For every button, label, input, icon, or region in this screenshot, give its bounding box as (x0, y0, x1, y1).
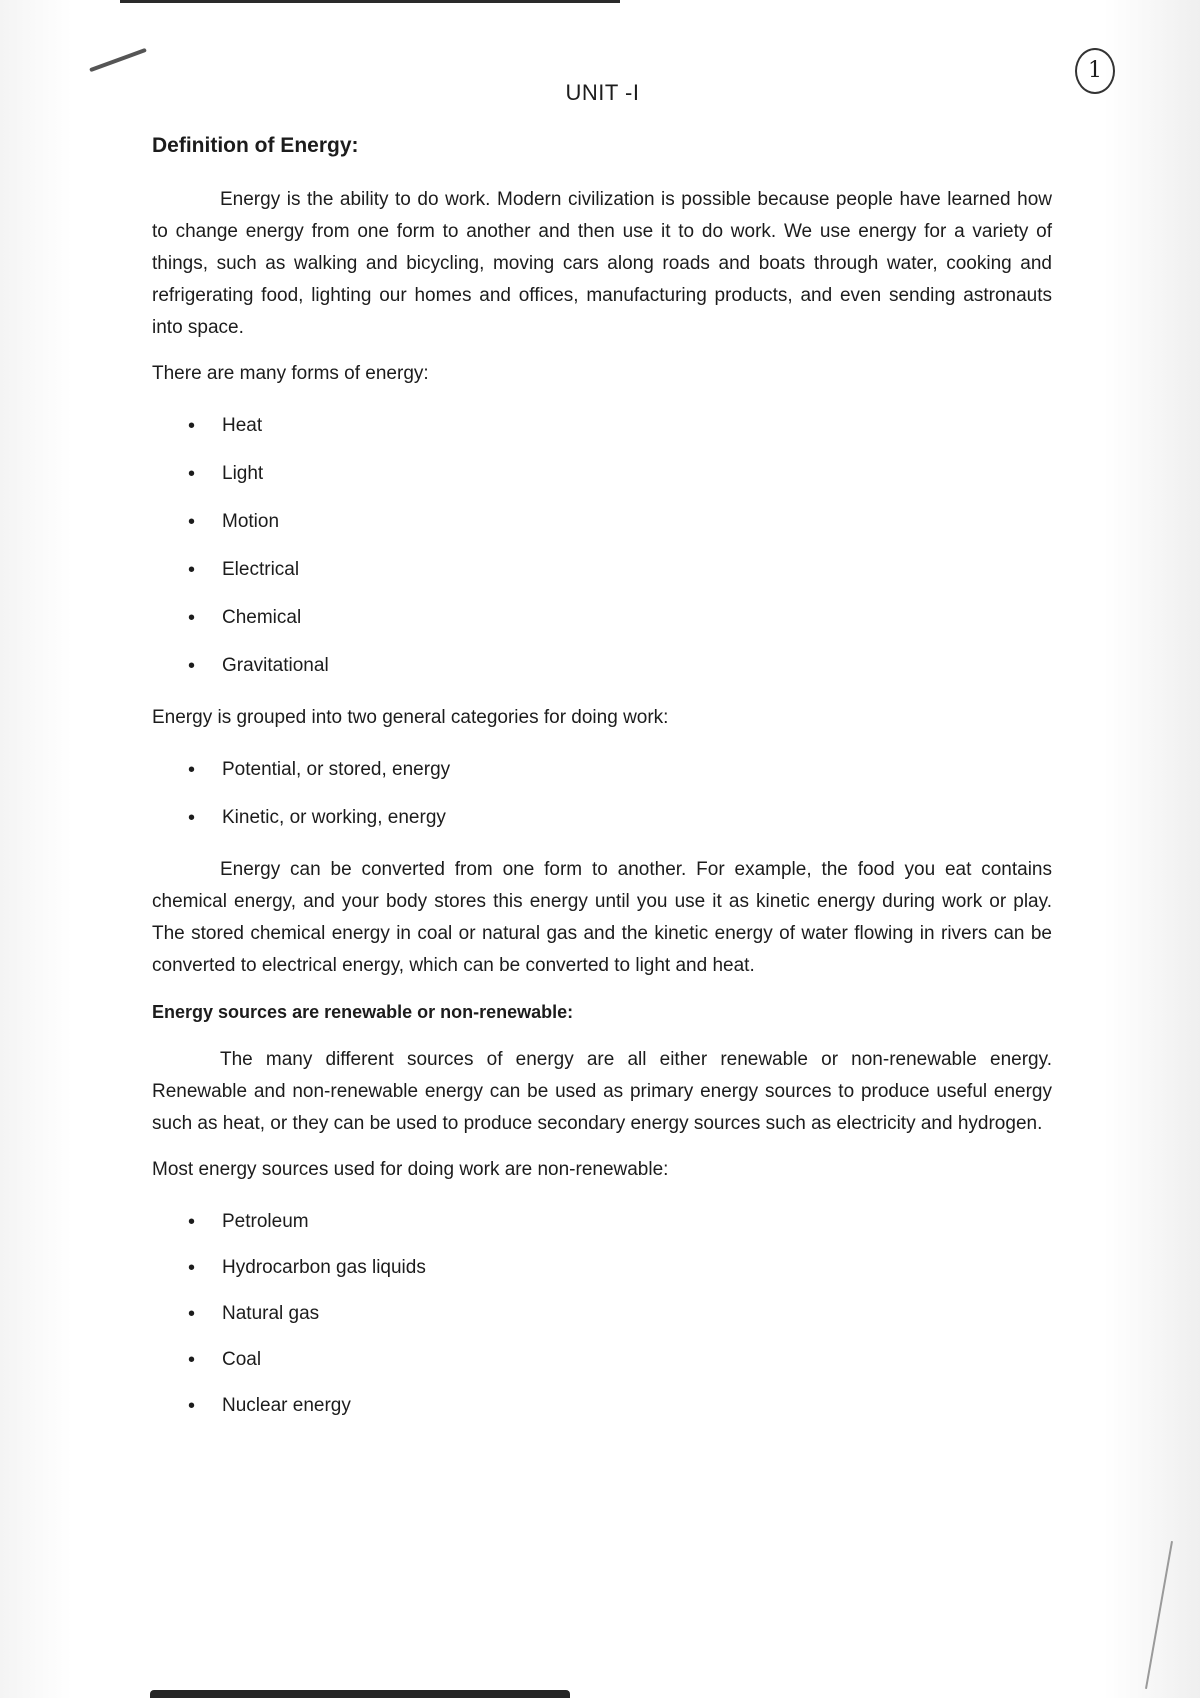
list-item: • Coal (152, 1338, 1052, 1384)
scan-mark (89, 48, 147, 72)
page-number: 1 (1075, 48, 1115, 94)
conversion-paragraph: Energy can be converted from one form to another. For example, the food you eat contains chemical energy, and your body stores this energy until you use it as kinetic energy during work or play. The stored chemical energy in coal or natural gas and the kinetic energy of water flowing in rivers can be converted to electrical energy, which can be converted to light and heat. (152, 859, 1052, 976)
scan-shadow-bottom (150, 1690, 570, 1698)
list-item: • Petroleum (152, 1200, 1052, 1246)
list-item: • Kinetic, or working, energy (152, 796, 1052, 844)
definition-heading: Definition of Energy: (152, 134, 359, 157)
list-item: • Chemical (152, 596, 1052, 644)
list-item: • Light (152, 452, 1052, 500)
list-item: • Motion (152, 500, 1052, 548)
forms-list (152, 404, 1052, 692)
sources-heading: Energy sources are renewable or non-renewable: (152, 1002, 574, 1022)
nonrenewable-list (152, 1200, 1052, 1430)
unit-title: UNIT -I (565, 80, 640, 105)
list-item: • Natural gas (152, 1292, 1052, 1338)
list-item: • Heat (152, 404, 1052, 452)
list-item: • Hydrocarbon gas liquids (152, 1246, 1052, 1292)
forms-intro: There are many forms of energy: (152, 363, 429, 384)
definition-paragraph: Energy is the ability to do work. Modern civilization is possible because people have learned how to change energy from one form to another and then use it to do work. We use energy for a variety of things, such as walking and bicycling, moving cars along roads and boats through water, cooking and refrigerating food, lighting our homes and offices, manufacturing products, and even sending astronauts into space. (152, 189, 1052, 338)
list-item: • Nuclear energy (152, 1384, 1052, 1430)
list-item: • Electrical (152, 548, 1052, 596)
categories-list (152, 748, 1052, 844)
list-item: • Potential, or stored, energy (152, 748, 1052, 796)
scan-edge-mark (1145, 1541, 1173, 1689)
scan-shadow-top (120, 0, 620, 3)
list-item: • Gravitational (152, 644, 1052, 692)
categories-intro: Energy is grouped into two general categories for doing work: (152, 707, 669, 728)
nonrenewable-intro: Most energy sources used for doing work are non-renewable: (152, 1159, 669, 1180)
sources-paragraph: The many different sources of energy are all either renewable or non-renewable energy. Renewable and non-renewable energy can be used as primary energy sources to produce useful energy such as heat, or they can be used to produce secondary energy sources such as electricity and hydrogen. (152, 1049, 1052, 1134)
document-body (152, 130, 1052, 1440)
